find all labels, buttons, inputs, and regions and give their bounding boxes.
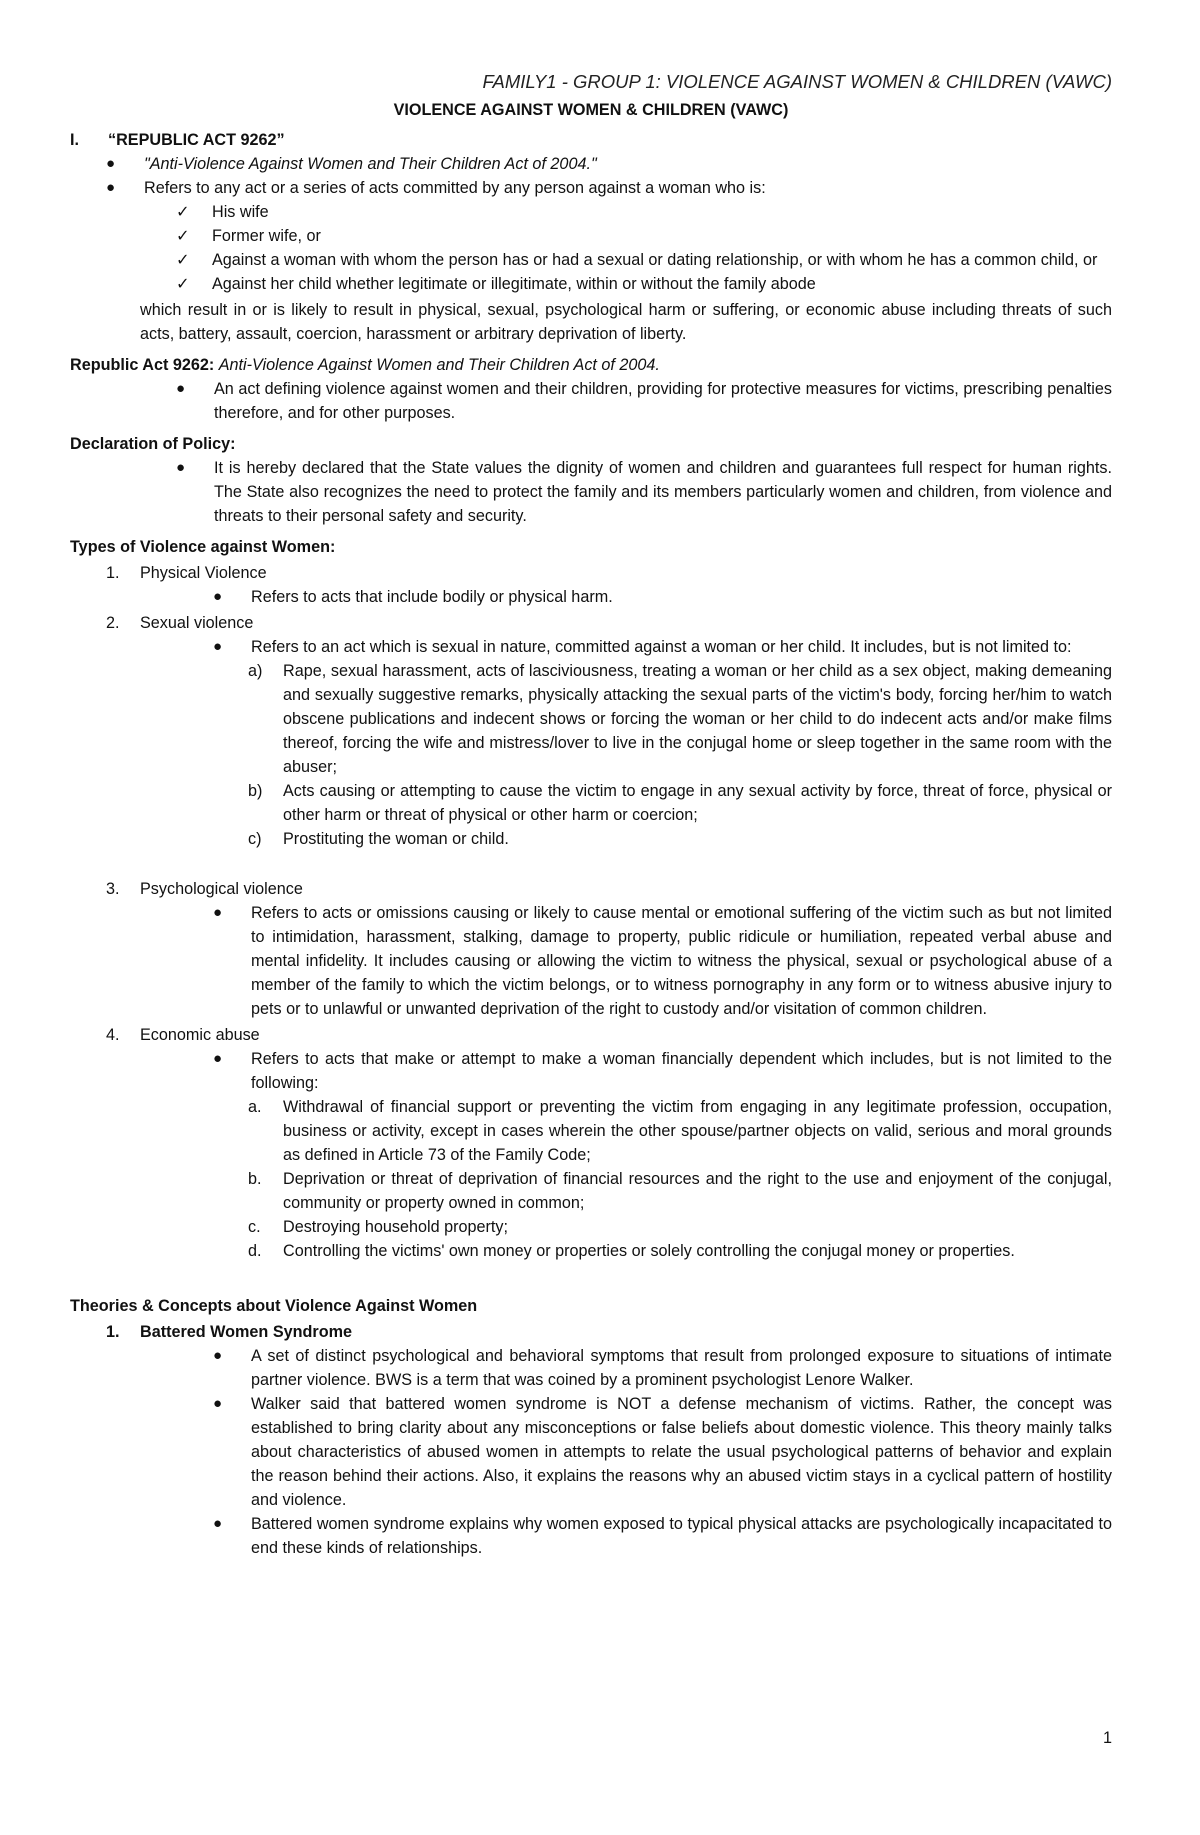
section-title: “REPUBLIC ACT 9262” [108,131,285,149]
numbered-item [70,1320,1112,1344]
bullet-text: Refers to acts that include bodily or physical harm. [251,588,613,606]
sub-item-marker: c. [248,1218,261,1236]
check-item [70,200,1112,224]
item-number: 4. [106,1026,120,1044]
sub-item [70,779,1112,827]
bullet-text: Refers to acts or omissions causing or likely to cause mental or emotional suffering of the victim such as but not limited to intimidation, harassment, stalking, damage to property, public ridicule or humiliation, repeated verbal abuse and mental infidelity. It includes causing or allowing the victim to witness the physical, sexual or psychological abuse of a member of the family to which the victim belongs, or to witness pornography in any form or to witness abusive injury to pets or to unlawful or unwanted deprivation of the right to custody and/or visitation of common children. [251,904,1112,1018]
item-name: Sexual violence [140,614,254,632]
bullet-icon: ● [213,1395,223,1412]
bullet-text: It is hereby declared that the State values the dignity of women and children and guarantees full respect for human rights. The State also recognizes the need to protect the family and its members particularly women and children, from violence and threats to their personal safety and security. [214,459,1112,525]
page-number: 1 [1102,1729,1112,1747]
bullet-icon: ● [213,588,223,605]
theories-heading: Theories & Concepts about Violence Against Women [70,1297,478,1315]
bullet-icon: ● [106,155,116,172]
sub-item-text: Deprivation or threat of deprivation of financial resources and the right to the use and enjoyment of the conjugal, community or property owned in common; [283,1170,1112,1212]
item-number: 1. [106,564,120,582]
check-icon: ✓ [176,227,190,245]
bullet-icon: ● [213,1515,223,1532]
check-item [70,224,1112,248]
item-name: Physical Violence [140,564,267,582]
sub-item [70,659,1112,779]
numbered-item [70,611,1112,635]
sub-item-text: Rape, sexual harassment, acts of lasciviousness, treating a woman or her child as a sex object, making demeaning and sexually suggestive remarks, physically attacking the sexual parts of the victim's body, forcing her/him to watch obscene publications and indecent shows or forcing the woman or her child to do indecent acts and/or make films thereof, forcing the wife and mistress/lover to live in the conjugal home or sleep together in the same room with the abuser; [283,662,1112,776]
check-icon: ✓ [176,251,190,269]
sub-item [70,1215,1112,1239]
sub-item-text: Withdrawal of financial support or preventing the victim from engaging in any legitimate profession, occupation, business or activity, except in cases wherein the other spouse/partner objects on valid, serious and moral grounds as defined in Article 73 of the Family Code; [283,1098,1112,1164]
bullet-item [70,152,1112,176]
bullet-text: "Anti-Violence Against Women and Their Children Act of 2004." [144,155,597,173]
bullet-item [70,1392,1112,1512]
bullet-item [70,1512,1112,1560]
bullet-text: Battered women syndrome explains why women exposed to typical physical attacks are psychologically incapacitated to end these kinds of relationships. [251,1515,1112,1557]
sub-item [70,827,1112,851]
bullet-item [70,456,1112,528]
bullet-icon: ● [213,638,223,655]
item-number: 1. [106,1323,120,1341]
bullet-icon: ● [106,179,116,196]
document-title: VIOLENCE AGAINST WOMEN & CHILDREN (VAWC) [393,101,789,119]
roman-numeral: I. [70,131,79,149]
check-item [70,248,1112,272]
bullet-item [70,1047,1112,1095]
check-icon: ✓ [176,203,190,221]
bullet-text: Refers to an act which is sexual in nature, committed against a woman or her child. It includes, but is not limited to: [251,638,1072,656]
sub-item [70,1095,1112,1167]
check-text: His wife [212,203,269,221]
bullet-item [70,585,1112,609]
check-text: Former wife, or [212,227,321,245]
sub-item-text: Destroying household property; [283,1218,508,1236]
check-icon: ✓ [176,275,190,293]
bullet-item [70,635,1112,659]
bullet-item [70,1344,1112,1392]
ra-title: Anti-Violence Against Women and Their Children Act of 2004. [218,356,660,374]
ra-label: Republic Act 9262: [70,356,215,374]
item-name: Psychological violence [140,880,303,898]
sub-item-marker: b. [248,1170,262,1188]
numbered-item [70,561,1112,585]
definition-continuation: which result in or is likely to result in physical, sexual, psychological harm or suffering, or economic abuse including threats of such acts, battery, assault, coercion, harassment or arbitrary deprivation of liberty. [140,301,1112,343]
spacer [70,851,1112,875]
check-text: Against her child whether legitimate or illegitimate, within or without the family abode [212,275,816,293]
ra-heading [70,353,1112,377]
bullet-item [70,176,1112,200]
item-number: 3. [106,880,120,898]
check-text: Against a woman with whom the person has or had a sexual or dating relationship, or with whom he has a common child, or [212,251,1098,269]
numbered-item [70,1023,1112,1047]
bullet-text: An act defining violence against women and their children, providing for protective measures for victims, prescribing penalties therefore, and for other purposes. [214,380,1112,422]
bullet-text: Walker said that battered women syndrome is NOT a defense mechanism of victims. Rather, the concept was established to bring clarity about any misconceptions or false beliefs about domestic violence. This theory mainly talks about characteristics of abused women in attempts to relate the usual psychological patterns of behavior and explain the reason behind their actions. Also, it explains the reasons why an abused victim stays in a cyclical pattern of hostility and violence. [251,1395,1112,1509]
page-content [70,70,1112,1560]
policy-heading: Declaration of Policy: [70,435,236,453]
item-number: 2. [106,614,120,632]
types-heading: Types of Violence against Women: [70,538,336,556]
numbered-item [70,877,1112,901]
bullet-icon: ● [213,1050,223,1067]
sub-item [70,1239,1112,1263]
bullet-icon: ● [176,459,186,476]
running-header: FAMILY1 - GROUP 1: VIOLENCE AGAINST WOMEN & CHILDREN (VAWC) [482,71,1112,92]
section-heading-ra9262 [70,128,1112,152]
item-name: Battered Women Syndrome [140,1323,352,1341]
bullet-item [70,901,1112,1021]
bullet-icon: ● [176,380,186,397]
sub-item-text: Acts causing or attempting to cause the victim to engage in any sexual activity by force, threat of force, physical or other harm or threat of physical or other harm or coercion; [283,782,1112,824]
sub-item-marker: a. [248,1098,262,1116]
spacer [70,1263,1112,1287]
sub-item-marker: b) [248,782,263,800]
bullet-text: Refers to any act or a series of acts committed by any person against a woman who is: [144,179,766,197]
check-item [70,272,1112,296]
bullet-icon: ● [213,904,223,921]
sub-item-marker: d. [248,1242,262,1260]
sub-item-text: Prostituting the woman or child. [283,830,509,848]
sub-item-marker: a) [248,662,263,680]
sub-item-text: Controlling the victims' own money or properties or solely controlling the conjugal money or properties. [283,1242,1015,1260]
bullet-icon: ● [213,1347,223,1364]
sub-item-marker: c) [248,830,262,848]
item-name: Economic abuse [140,1026,260,1044]
bullet-text: A set of distinct psychological and behavioral symptoms that result from prolonged exposure to situations of intimate partner violence. BWS is a term that was coined by a prominent psychologist Lenore Walker. [251,1347,1112,1389]
bullet-text: Refers to acts that make or attempt to make a woman financially dependent which includes, but is not limited to the following: [251,1050,1112,1092]
bullet-item [70,377,1112,425]
sub-item [70,1167,1112,1215]
